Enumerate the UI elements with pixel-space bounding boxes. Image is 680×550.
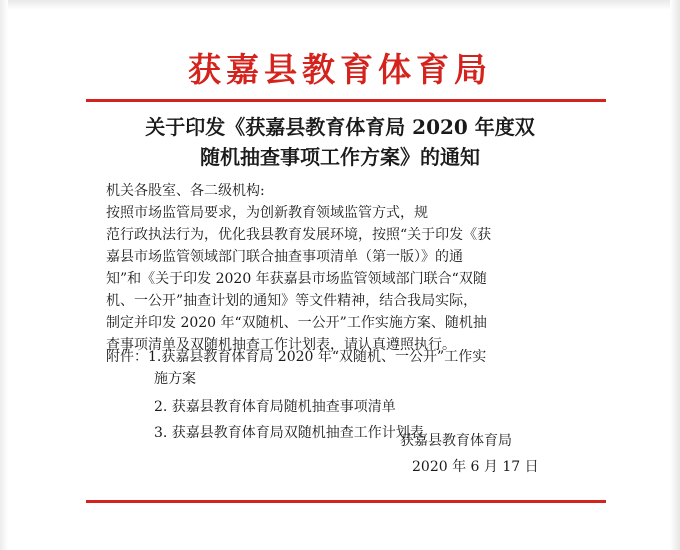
body-line: 机、一公开”抽查计划的通知》等文件精神，结合我局实际， [106, 293, 478, 309]
letterhead-red-rule [86, 99, 606, 102]
document-title-line-1: 关于印发《获嘉县教育体育局 2020 年度双 [145, 115, 535, 139]
attachment-item-1-continued: 施方案 [154, 371, 196, 387]
document-title [80, 112, 600, 172]
body-line: 嘉县市场监管领域部门联合抽查事项清单（第一版）》的通 [106, 249, 463, 265]
footer-red-rule [86, 500, 606, 503]
body-line: 制定并印发 2020 年“双随机、一公开”工作实施方案、随机抽 [106, 315, 487, 331]
attachment-item-3: 3. 获嘉县教育体育局双随机抽查工作计划表 [154, 425, 424, 441]
scan-edge-top [0, 0, 680, 10]
signature-date: 2020 年 6 月 17 日 [412, 459, 539, 475]
letterhead-title: 获嘉县教育体育局 [188, 50, 492, 89]
body-line: 查事项清单及双随机抽查工作计划表，请认真遵照执行。 [106, 337, 456, 353]
body-line: 知”和《关于印发 2020 年获嘉县市场监管领域部门联合“双随 [106, 271, 487, 287]
attachment-item-1: 附件：1.获嘉县教育体育局 2020 年“双随机、一公开”工作实 [106, 349, 487, 365]
body-line: 按照市场监管局要求，为创新教育领域监管方式，规 [106, 205, 428, 221]
body-paragraph [106, 202, 586, 356]
body-line: 范行政执法行为，优化我县教育发展环境，按照“关于印发《获 [106, 227, 492, 243]
signature-org: 获嘉县教育体育局 [400, 433, 512, 449]
signature-block [400, 430, 539, 478]
addressee: 机关各股室、各二级机构: [106, 183, 265, 199]
document-title-line-2: 随机抽查事项工作方案》的通知 [200, 145, 480, 169]
attachment-item-2: 2. 获嘉县教育体育局随机抽查事项清单 [154, 399, 396, 415]
